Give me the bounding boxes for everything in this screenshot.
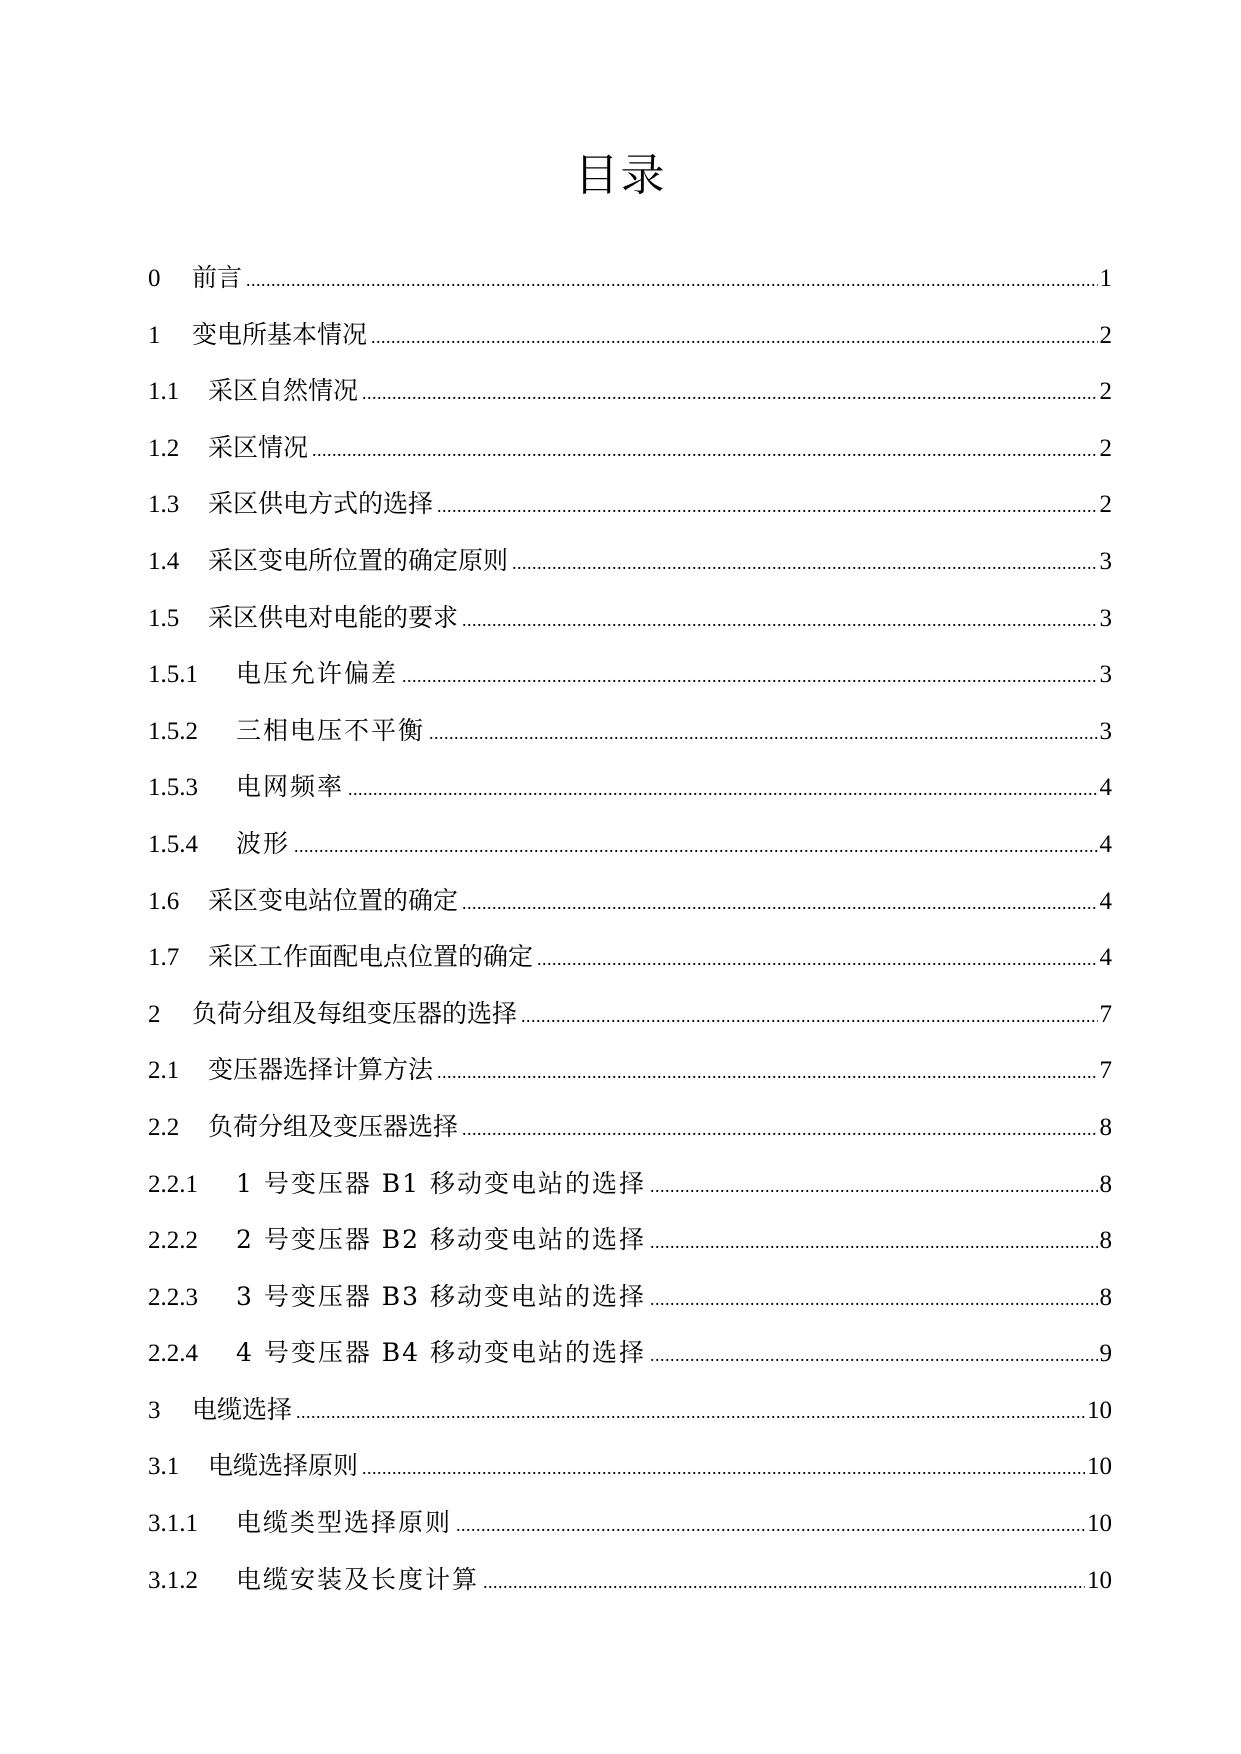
toc-dot-leader	[246, 260, 1097, 300]
toc-entry[interactable]	[148, 1333, 1112, 1390]
toc-entry-number: 1.5	[148, 604, 180, 632]
toc-entry-page: 1	[1099, 265, 1112, 292]
toc-dot-leader	[437, 1052, 1097, 1092]
toc-entry-page: 8	[1099, 1170, 1112, 1198]
toc-entry[interactable]	[148, 937, 1112, 994]
toc-dot-leader	[362, 1448, 1085, 1488]
toc-dot-leader	[537, 939, 1097, 979]
toc-entry-page: 3	[1099, 661, 1112, 689]
toc-entry[interactable]	[148, 994, 1112, 1051]
toc-entry[interactable]	[148, 428, 1112, 485]
toc-dot-leader	[348, 769, 1097, 809]
toc-dot-leader	[429, 713, 1097, 753]
toc-dot-leader	[462, 1109, 1097, 1149]
toc-entry-title: 波形	[236, 828, 291, 858]
toc-entry-number: 2.2.1	[148, 1170, 198, 1198]
toc-entry[interactable]	[148, 1390, 1112, 1447]
toc-entry-number: 1	[148, 321, 161, 349]
toc-entry-title: 1 号变压器 B1 移动变电站的选择	[236, 1168, 647, 1198]
toc-entry-number: 2	[148, 1000, 161, 1028]
toc-entry-title: 负荷分组及变压器选择	[208, 1111, 459, 1141]
toc-entry[interactable]	[148, 1503, 1112, 1560]
toc-entry-title: 电网频率	[236, 772, 345, 802]
toc-entry-page: 7	[1099, 1057, 1112, 1085]
toc-entry-page: 10	[1087, 1453, 1112, 1481]
toc-dot-leader	[294, 826, 1097, 866]
toc-entry-number: 3.1.1	[148, 1510, 198, 1538]
page-title: 目录	[574, 150, 667, 201]
toc-entry[interactable]	[148, 654, 1112, 711]
toc-entry-number: 2.2	[148, 1113, 180, 1141]
toc-entry-title: 采区情况	[208, 432, 309, 462]
toc-entry-number: 2.2.2	[148, 1227, 198, 1255]
toc-entry-title: 电缆选择原则	[208, 1451, 359, 1481]
toc-entry-title: 变电所基本情况	[192, 319, 368, 349]
toc-entry-page: 10	[1087, 1566, 1112, 1594]
toc-entry-number: 1.5.4	[148, 830, 198, 858]
toc-entry-number: 1.5.3	[148, 774, 198, 802]
toc-entry-page: 2	[1099, 434, 1112, 462]
toc-entry[interactable]	[148, 767, 1112, 824]
toc-entry-page: 9	[1099, 1340, 1112, 1368]
toc-dot-leader	[462, 883, 1097, 923]
toc-entry-number: 3.1.2	[148, 1566, 198, 1594]
toc-entry-number: 3	[148, 1396, 161, 1424]
toc-entry-number: 1.5.2	[148, 717, 198, 745]
toc-entry-title: 前言	[192, 263, 243, 292]
toc-entry-page: 2	[1099, 378, 1112, 406]
toc-entry-number: 1.1	[148, 378, 180, 406]
toc-entry-page: 3	[1099, 604, 1112, 632]
toc-entry-title: 采区变电站位置的确定	[208, 885, 459, 915]
toc-entry[interactable]	[148, 484, 1112, 541]
toc-entry-title: 4 号变压器 B4 移动变电站的选择	[236, 1338, 647, 1368]
toc-entry-page: 10	[1087, 1396, 1112, 1424]
toc-entry[interactable]	[148, 711, 1112, 768]
table-of-contents	[148, 258, 1112, 1616]
toc-entry-page: 4	[1099, 830, 1112, 858]
toc-entry-page: 2	[1099, 321, 1112, 349]
toc-dot-leader	[512, 543, 1097, 583]
toc-entry-number: 1.2	[148, 434, 180, 462]
toc-entry-title: 电缆类型选择原则	[236, 1508, 453, 1538]
toc-entry[interactable]	[148, 371, 1112, 428]
toc-entry-number: 2.1	[148, 1057, 180, 1085]
toc-entry[interactable]	[148, 1050, 1112, 1107]
toc-entry-title: 三相电压不平衡	[236, 715, 426, 745]
toc-entry-title: 采区供电对电能的要求	[208, 602, 459, 632]
toc-entry-page: 3	[1099, 717, 1112, 745]
toc-entry-page: 4	[1099, 944, 1112, 972]
toc-entry-number: 1.4	[148, 547, 180, 575]
toc-dot-leader	[650, 1335, 1097, 1375]
toc-dot-leader	[483, 1562, 1085, 1602]
toc-entry-title: 2 号变压器 B2 移动变电站的选择	[236, 1225, 647, 1255]
toc-entry-title: 采区自然情况	[208, 376, 359, 406]
toc-dot-leader	[521, 996, 1097, 1036]
toc-dot-leader	[437, 486, 1097, 526]
toc-entry[interactable]	[148, 315, 1112, 372]
toc-entry-number: 2.2.4	[148, 1340, 198, 1368]
toc-entry-number: 1.5.1	[148, 661, 198, 689]
toc-entry-page: 10	[1087, 1510, 1112, 1538]
toc-entry[interactable]	[148, 258, 1112, 315]
toc-entry-title: 变压器选择计算方法	[208, 1055, 434, 1085]
toc-entry-number: 0	[148, 265, 161, 292]
toc-entry-title: 电压允许偏差	[236, 659, 399, 689]
toc-dot-leader	[312, 430, 1097, 470]
toc-entry-page: 4	[1099, 887, 1112, 915]
toc-entry-title: 采区供电方式的选择	[208, 489, 434, 519]
toc-entry[interactable]	[148, 1107, 1112, 1164]
toc-dot-leader	[462, 600, 1097, 640]
toc-dot-leader	[650, 1166, 1097, 1206]
toc-entry-title: 采区变电所位置的确定原则	[208, 545, 509, 575]
toc-entry-page: 7	[1099, 1000, 1112, 1028]
toc-entry-title: 负荷分组及每组变压器的选择	[192, 998, 518, 1028]
toc-entry-title: 电缆选择	[192, 1394, 293, 1424]
toc-entry[interactable]	[148, 541, 1112, 598]
toc-entry-number: 2.2.3	[148, 1283, 198, 1311]
toc-entry-number: 1.3	[148, 491, 180, 519]
toc-entry-page: 4	[1099, 774, 1112, 802]
toc-dot-leader	[362, 373, 1097, 413]
toc-dot-leader	[650, 1279, 1097, 1319]
toc-dot-leader	[402, 656, 1097, 696]
toc-entry[interactable]	[148, 1446, 1112, 1503]
toc-entry-page: 8	[1099, 1283, 1112, 1311]
toc-dot-leader	[371, 317, 1097, 357]
toc-entry[interactable]	[148, 598, 1112, 655]
toc-entry-title: 3 号变压器 B3 移动变电站的选择	[236, 1281, 647, 1311]
toc-entry-number: 1.6	[148, 887, 180, 915]
toc-entry[interactable]	[148, 1277, 1112, 1334]
toc-entry[interactable]	[148, 1220, 1112, 1277]
toc-entry-title: 电缆安装及长度计算	[236, 1564, 480, 1594]
toc-entry[interactable]	[148, 1164, 1112, 1221]
toc-entry-page: 8	[1099, 1227, 1112, 1255]
toc-entry[interactable]	[148, 881, 1112, 938]
toc-dot-leader	[296, 1392, 1085, 1432]
toc-dot-leader	[456, 1505, 1085, 1545]
toc-entry-page: 2	[1099, 491, 1112, 519]
toc-entry-number: 3.1	[148, 1453, 180, 1481]
toc-entry-title: 采区工作面配电点位置的确定	[208, 942, 534, 972]
toc-entry[interactable]	[148, 824, 1112, 881]
toc-dot-leader	[650, 1222, 1097, 1262]
toc-entry-page: 3	[1099, 547, 1112, 575]
toc-entry-page: 8	[1099, 1113, 1112, 1141]
toc-entry-number: 1.7	[148, 944, 180, 972]
toc-entry[interactable]	[148, 1560, 1112, 1617]
